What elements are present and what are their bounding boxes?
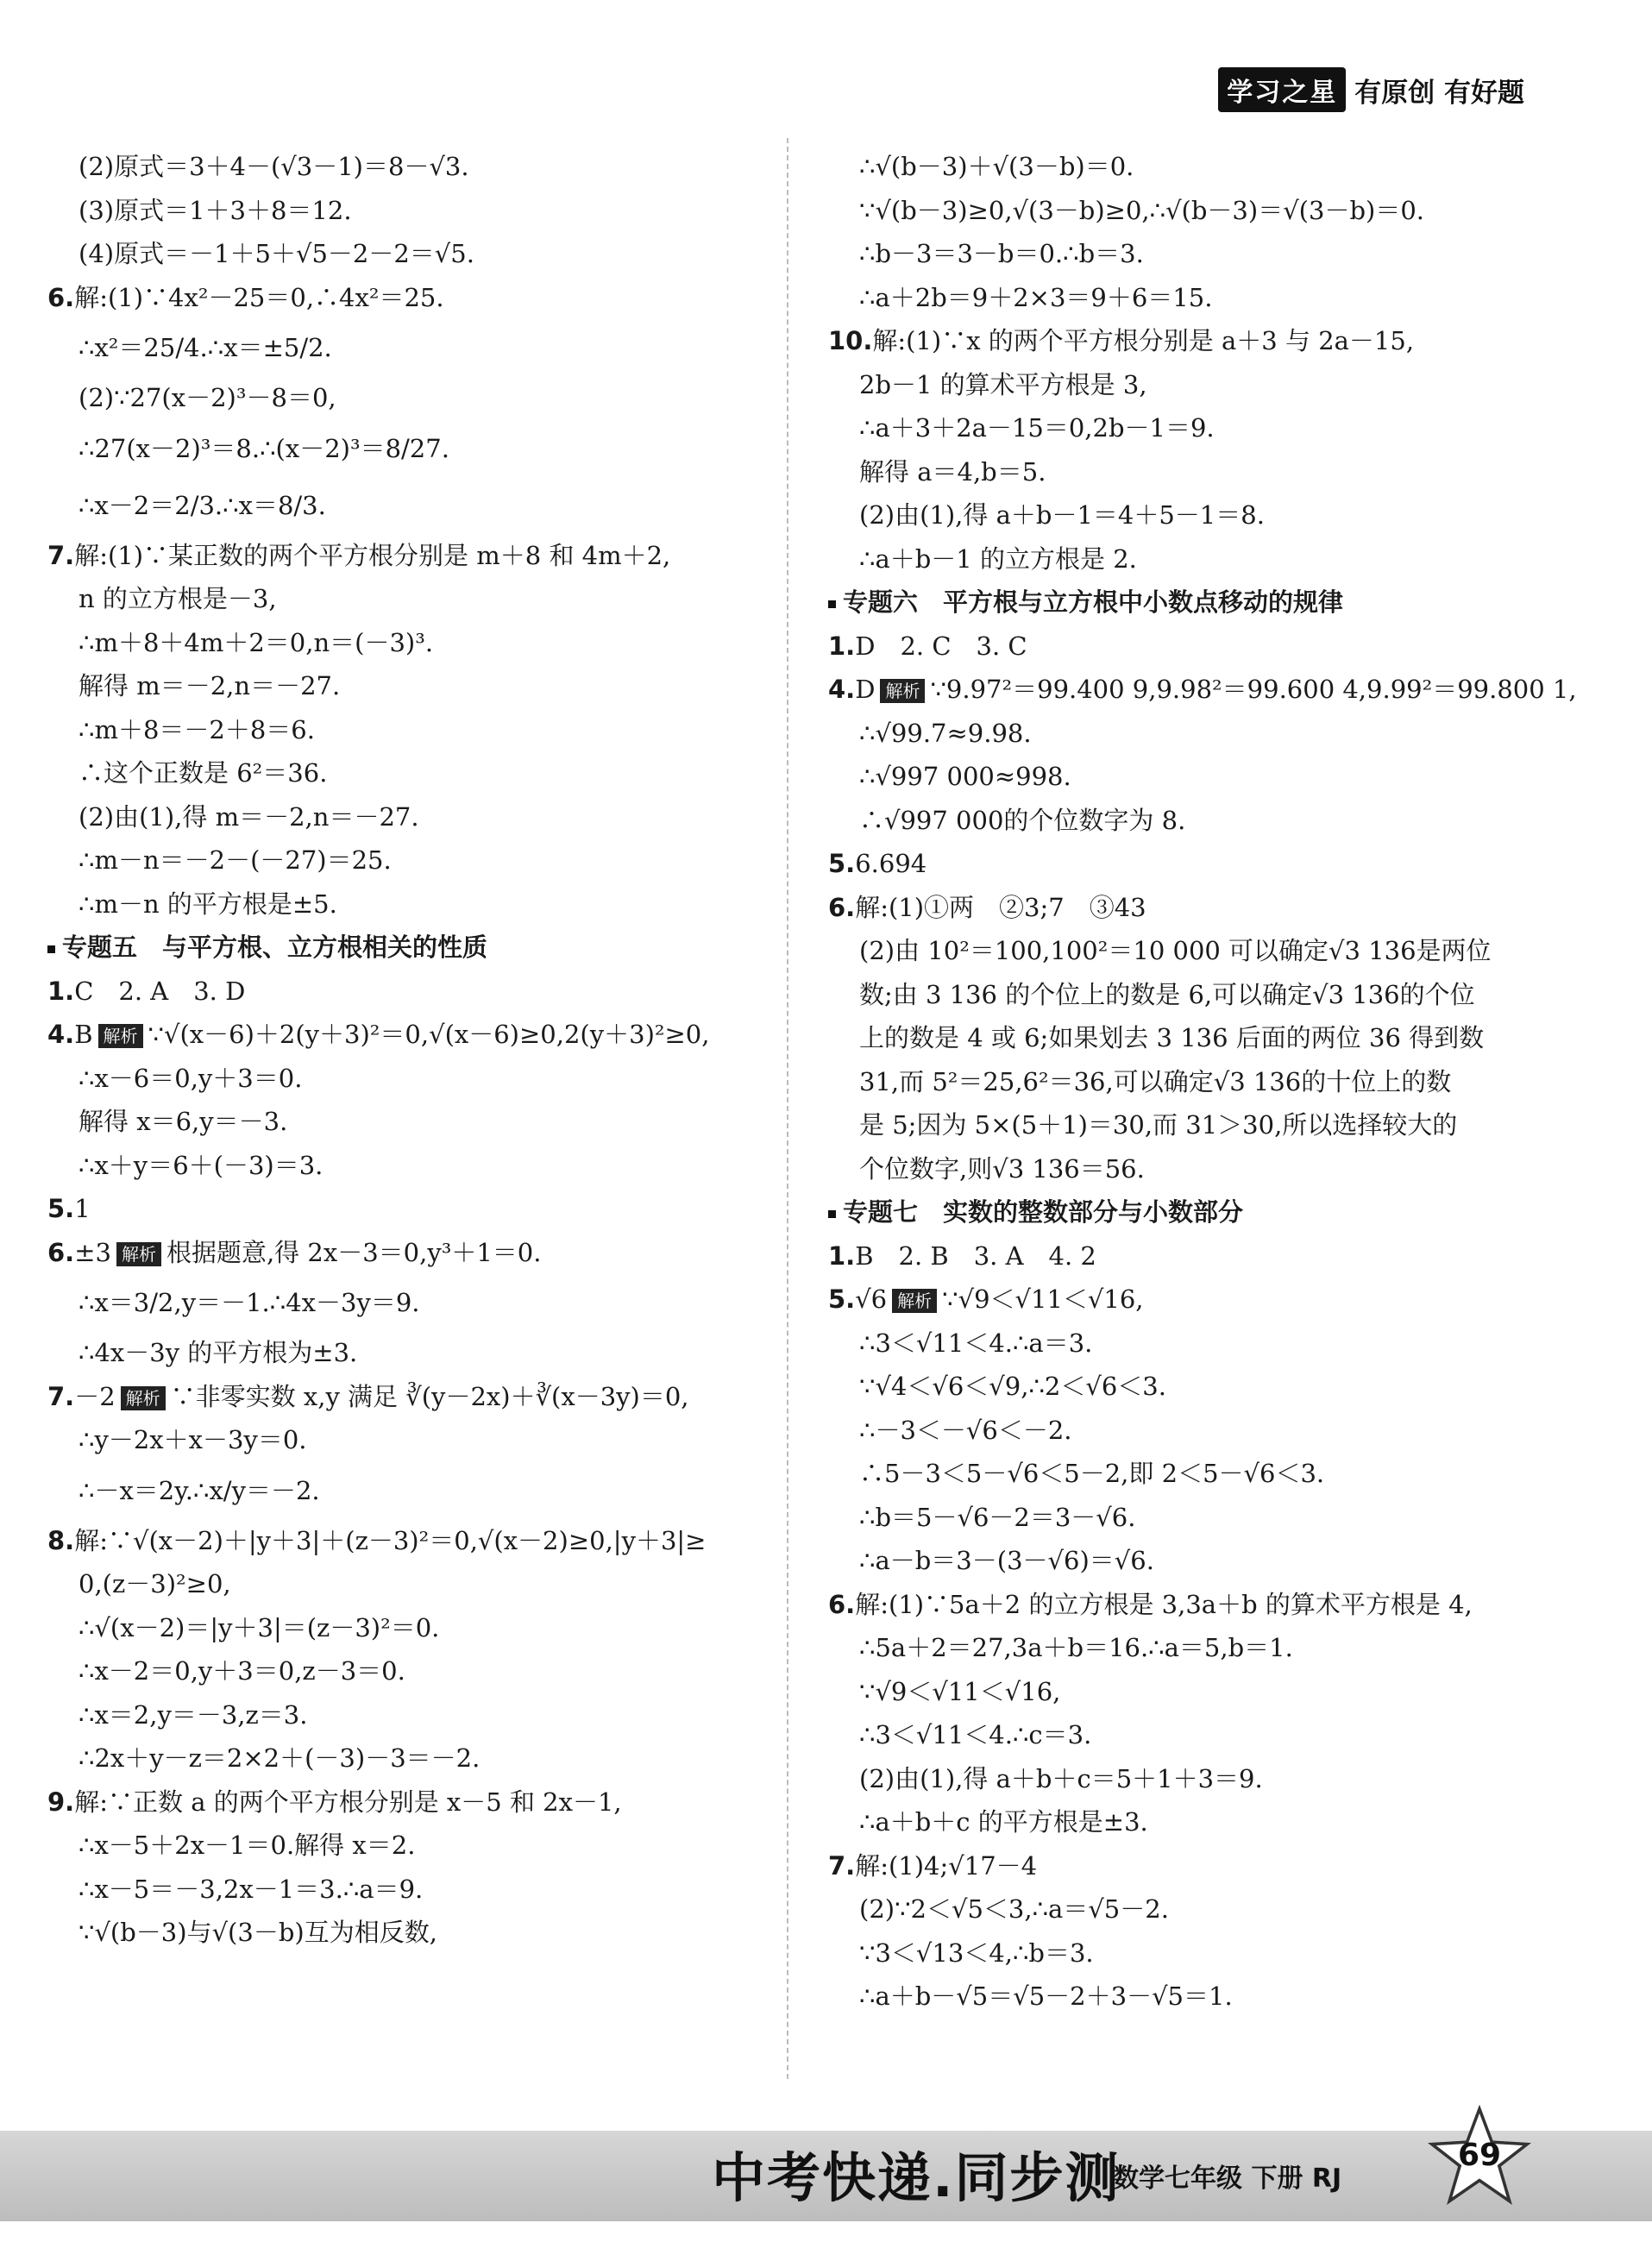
answer-line: [828, 1670, 1553, 1714]
answer-text: 上的数是 4 或 6;如果划去 3 136 后面的两位 36 得到数: [859, 1023, 1485, 1052]
answer-text: 0,(z－3)²≥0,: [79, 1569, 231, 1598]
answer-line: [47, 1693, 772, 1737]
answer-text: 解:(1)∵4x²－25＝0,∴4x²＝25.: [74, 282, 444, 312]
answer-line: [828, 1757, 1553, 1801]
answer-line: [47, 1911, 772, 1955]
answer-text: ∴x－2＝2/3.∴x＝8/3.: [79, 490, 326, 520]
answer-text: ∴√99.7≈9.98.: [859, 718, 1032, 748]
answer-text: ∴4x－3y 的平方根为±3.: [79, 1338, 358, 1367]
answer-text: ∴b－3＝3－b＝0.∴b＝3.: [859, 239, 1144, 268]
answer-line: [828, 1234, 1553, 1278]
analysis-text: 根据题意,得 2x－3＝0,y³＋1＝0.: [166, 1237, 542, 1267]
answer-text: 解:(1)∵某正数的两个平方根分别是 m＋8 和 4m＋2,: [74, 540, 671, 570]
answer-text: 解:(1)∵5a＋2 的立方根是 3,3a＋b 的算术平方根是 4,: [855, 1589, 1473, 1619]
answer-line: [47, 1649, 772, 1693]
answer-text: 个位数字,则√3 136＝56.: [859, 1153, 1145, 1184]
answer-text: ∴x＝3/2,y＝－1.∴4x－3y＝9.: [79, 1288, 420, 1317]
analysis-badge: 解析: [98, 1024, 143, 1048]
answer-text: ∴a－b＝3－(3－√6)＝√6.: [859, 1546, 1154, 1575]
answer-text: ∴2x＋y－z＝2×2＋(－3)－3＝－2.: [79, 1743, 481, 1773]
answer-text: 6.694: [855, 849, 927, 878]
answer-line: [47, 1144, 772, 1188]
answer-text: ∴x＝2,y＝－3,z＝3.: [79, 1699, 308, 1730]
answer-line: [828, 1278, 1553, 1322]
answer-line: [47, 1780, 772, 1824]
answer-text: ∴27(x－2)³＝8.∴(x－2)³＝8/27.: [79, 433, 449, 463]
answer-text: ∴b＝5－√6－2＝3－√6.: [859, 1502, 1136, 1532]
answer-text: 31,而 5²＝25,6²＝36,可以确定√3 136的十位上的数: [859, 1066, 1452, 1096]
answer-line: [47, 319, 772, 376]
answer-text: ∴x－5＋2x－1＝0.解得 x＝2.: [79, 1831, 416, 1860]
analysis-text: ∵√(x－6)＋2(y＋3)²＝0,√(x－6)≥0,2(y＋3)²≥0,: [148, 1020, 710, 1049]
section-heading: 专题六 平方根与立方根中小数点移动的规律: [828, 581, 1553, 625]
answer-line: [47, 838, 772, 882]
answer-line: [828, 1626, 1553, 1670]
answer-text: (4)原式＝－1＋5＋√5－2－2＝√5.: [79, 239, 474, 268]
answer-text: 解:(1)①两 ②3;7 ③43: [855, 892, 1146, 922]
answer-line: [828, 537, 1553, 581]
answer-text: ∴m＋8＋4m＋2＝0,n＝(－3)³.: [79, 627, 434, 657]
question-number: 9.: [47, 1787, 75, 1817]
answer-text: (2)∵27(x－2)³－8＝0,: [79, 383, 336, 412]
question-number: 8.: [47, 1525, 75, 1555]
answer-line: [828, 406, 1553, 450]
answer-line: [47, 708, 772, 752]
answer-line: [828, 232, 1553, 276]
question-number: 6.: [828, 1589, 856, 1619]
answer-text: ∴√(b－3)＋√(3－b)＝0.: [859, 152, 1134, 181]
analysis-text: ∵√9＜√11＜√16,: [942, 1284, 1144, 1314]
answer-line: [828, 1365, 1553, 1409]
answer-text: B 2. B 3. A 4. 2: [855, 1240, 1096, 1271]
question-number: 4.: [47, 1020, 75, 1049]
question-number: 1.: [47, 976, 75, 1006]
question-number: 7.: [828, 1850, 856, 1881]
answer-text: ∴y－2x＋x－3y＝0.: [79, 1425, 307, 1454]
answer-text: ∴m－n＝－2－(－27)＝25.: [79, 845, 392, 875]
answer-line: [828, 1103, 1553, 1147]
answer-text: ∵3＜√13＜4,∴b＝3.: [859, 1937, 1094, 1968]
answer-text: ∴a＋b－√5＝√5－2＋3－√5＝1.: [859, 1981, 1233, 2011]
answer-text: 1: [74, 1194, 91, 1223]
answer-line: [828, 1322, 1553, 1366]
answer-text: (2)∵2＜√5＜3,∴a＝√5－2.: [859, 1894, 1169, 1924]
answer-text: ∴a＋b－1 的立方根是 2.: [859, 543, 1137, 574]
answer-text: 解:(1)4;√17－4: [855, 1850, 1038, 1881]
analysis-badge: 解析: [121, 1386, 166, 1410]
answer-line: [47, 232, 772, 276]
answer-text: 解:∵正数 a 的两个平方根分别是 x－5 和 2x－1,: [74, 1787, 622, 1817]
answer-line: [47, 1231, 772, 1275]
answer-text: (2)由 10²＝100,100²＝10 000 可以确定√3 136是两位: [859, 936, 1492, 965]
answer-text: ∵√9＜√11＜√16,: [859, 1676, 1061, 1706]
answer-text: (3)原式＝1＋3＋8＝12.: [79, 195, 352, 225]
answer-line: [828, 319, 1553, 363]
answer-text: 解得 m＝－2,n＝－27.: [79, 671, 341, 700]
answer-line: [828, 145, 1553, 189]
answer-line: [47, 1418, 772, 1462]
question-number: 1.: [828, 631, 856, 661]
answer-line: [47, 1736, 772, 1780]
answer-line: [47, 1100, 772, 1144]
answer-text: (2)原式＝3＋4－(√3－1)＝8－√3.: [79, 152, 469, 181]
answer-line: [47, 1331, 772, 1375]
answer-text: ∴m＋8＝－2＋8＝6.: [79, 714, 315, 744]
question-number: 7.: [47, 540, 75, 570]
answer-line: [47, 534, 772, 578]
answer-line: [47, 1375, 772, 1419]
analysis-text: ∵非零实数 x,y 满足 ∛(y－2x)＋∛(x－3y)＝0,: [170, 1381, 689, 1411]
question-number: 5.: [828, 849, 856, 878]
answer-line: [47, 376, 772, 420]
answer-line: [47, 664, 772, 708]
answer-line: [828, 1713, 1553, 1757]
question-number: 10.: [828, 326, 873, 355]
answer-text: n 的立方根是－3,: [79, 584, 277, 613]
header: [1218, 67, 1524, 112]
answer-line: [828, 1539, 1553, 1583]
answer-text: √6: [855, 1284, 888, 1314]
answer-text: ∴5－3＜5－√6＜5－2,即 2＜5－√6＜3.: [859, 1459, 1325, 1488]
answer-line: [828, 799, 1553, 843]
question-number: 6.: [828, 892, 856, 922]
question-number: 4.: [828, 675, 856, 704]
answer-text: ±3: [74, 1237, 111, 1267]
answer-text: ∴√(x－2)＝|y＋3|＝(z－3)²＝0.: [79, 1612, 440, 1642]
question-number: 7.: [47, 1381, 75, 1411]
answer-text: D 2. C 3. C: [855, 631, 1027, 661]
answer-line: [828, 1016, 1553, 1060]
answer-line: [47, 276, 772, 320]
answer-text: ∴－3＜－√6＜－2.: [859, 1415, 1072, 1445]
answer-text: ∴5a＋2＝27,3a＋b＝16.∴a＝5,b＝1.: [859, 1633, 1293, 1662]
answer-text: 解得 x＝6,y＝－3.: [79, 1107, 288, 1136]
answer-text: ∴3＜√11＜4.∴c＝3.: [859, 1720, 1092, 1749]
answer-line: [828, 1060, 1553, 1104]
answer-text: (2)由(1),得 a＋b－1＝4＋5－1＝8.: [859, 500, 1265, 530]
answer-line: [828, 1147, 1553, 1191]
left-column: [47, 145, 772, 1955]
question-number: 5.: [47, 1194, 75, 1223]
answer-text: －2: [74, 1381, 116, 1411]
answer-line: [47, 577, 772, 621]
answer-line: [47, 189, 772, 233]
answer-text: 解:∵√(x－2)＋|y＋3|＋(z－3)²＝0,√(x－2)≥0,|y＋3|≥: [74, 1525, 707, 1555]
answer-text: C 2. A 3. D: [74, 976, 246, 1006]
question-number: 1.: [828, 1240, 856, 1271]
answer-line: [828, 842, 1553, 886]
answer-line: [828, 1931, 1553, 1975]
analysis-badge: 解析: [880, 679, 925, 703]
answer-text: D: [855, 675, 876, 704]
answer-text: B: [74, 1020, 93, 1049]
answer-text: ∴x－5＝－3,2x－1＝3.∴a＝9.: [79, 1874, 424, 1904]
answer-line: [47, 621, 772, 665]
answer-line: [828, 1496, 1553, 1540]
answer-text: ∴a＋3＋2a－15＝0,2b－1＝9.: [859, 413, 1215, 443]
answer-line: [828, 493, 1553, 537]
answer-line: [828, 1800, 1553, 1844]
answer-text: ∴这个正数是 6²＝36.: [79, 758, 328, 788]
answer-line: [828, 276, 1553, 320]
answer-line: [828, 668, 1577, 712]
answer-line: [828, 973, 1553, 1017]
section-heading: 专题七 实数的整数部分与小数部分: [828, 1190, 1553, 1234]
answer-text: ∵√(b－3)≥0,√(3－b)≥0,∴√(b－3)＝√(3－b)＝0.: [859, 195, 1424, 225]
answer-line: [828, 1844, 1553, 1888]
column-divider: [787, 138, 788, 2079]
answer-line: [47, 1274, 772, 1331]
answer-text: 2b－1 的算术平方根是 3,: [859, 369, 1147, 399]
question-number: 5.: [828, 1284, 856, 1314]
analysis-badge: 解析: [116, 1242, 161, 1266]
analysis-badge: 解析: [892, 1289, 937, 1313]
answer-text: 是 5;因为 5×(5＋1)＝30,而 31＞30,所以选择较大的: [859, 1110, 1458, 1140]
answer-line: [828, 1583, 1553, 1627]
answer-text: ∴x－6＝0,y＋3＝0.: [79, 1063, 303, 1093]
answer-text: ∴x²＝25/4.∴x＝±5/2.: [79, 333, 332, 362]
answer-text: 解:(1)∵x 的两个平方根分别是 a＋3 与 2a－15,: [872, 326, 1415, 355]
answer-line: [47, 477, 772, 534]
answer-line: [47, 1562, 772, 1606]
answer-line: [828, 755, 1553, 799]
answer-line: [828, 1409, 1553, 1453]
answer-line: [47, 1606, 772, 1650]
answer-text: ∵√4＜√6＜√9,∴2＜√6＜3.: [859, 1372, 1166, 1401]
answer-line: [47, 1462, 772, 1519]
answer-text: ∴x－2＝0,y＋3＝0,z－3＝0.: [79, 1656, 405, 1686]
answer-text: ∴－x＝2y.∴x/y＝－2.: [79, 1475, 320, 1505]
answer-line: [47, 1868, 772, 1912]
answer-line: [828, 625, 1553, 669]
answer-text: ∴m－n 的平方根是±5.: [79, 889, 337, 919]
answer-text: 数;由 3 136 的个位上的数是 6,可以确定√3 136的个位: [859, 979, 1475, 1009]
answer-line: [828, 450, 1553, 494]
answer-text: ∴√997 000的个位数字为 8.: [859, 805, 1186, 835]
answer-line: [828, 712, 1553, 756]
answer-line: [47, 145, 772, 189]
answer-line: [828, 929, 1553, 973]
answer-text: ∴a＋b＋c 的平方根是±3.: [859, 1807, 1148, 1837]
answer-line: [828, 363, 1553, 407]
answer-line: [47, 1057, 772, 1101]
page-number: 69: [1457, 2138, 1502, 2173]
answer-text: ∴x＋y＝6＋(－3)＝3.: [79, 1150, 323, 1180]
answer-line: [828, 1887, 1553, 1931]
question-number: 6.: [47, 282, 75, 312]
footer-title: 中考快递.同步测: [712, 2146, 1121, 2209]
answer-text: ∴3＜√11＜4.∴a＝3.: [859, 1328, 1093, 1358]
answer-line: [47, 1187, 772, 1231]
answer-line: [47, 970, 772, 1014]
answer-text: ∴√997 000≈998.: [859, 762, 1071, 791]
answer-line: [47, 420, 772, 477]
answer-line: [828, 886, 1553, 930]
right-column: [828, 145, 1577, 2019]
answer-line: [47, 882, 772, 926]
answer-line: [47, 795, 772, 839]
answer-line: [47, 1824, 772, 1868]
analysis-text: ∵9.97²＝99.400 9,9.98²＝99.600 4,9.99²＝99.800 1,: [930, 675, 1577, 704]
answer-line: [828, 189, 1553, 233]
brand-logo: 学习之星: [1218, 67, 1346, 112]
footer-subtitle: 数学七年级 下册 RJ: [1113, 2163, 1342, 2194]
brand-slogan: 有原创 有好题: [1354, 77, 1524, 109]
answer-text: ∵√(b－3)与√(3－b)互为相反数,: [79, 1918, 437, 1947]
answer-line: [47, 1013, 772, 1057]
question-number: 6.: [47, 1237, 75, 1267]
section-heading: 专题五 与平方根、立方根相关的性质: [47, 926, 772, 970]
answer-line: [828, 1975, 1553, 2019]
answer-line: [828, 1452, 1553, 1496]
answer-line: [47, 1519, 772, 1563]
answer-text: 解得 a＝4,b＝5.: [859, 456, 1046, 487]
answer-text: ∴a＋2b＝9＋2×3＝9＋6＝15.: [859, 282, 1213, 312]
answer-text: (2)由(1),得 m＝－2,n＝－27.: [79, 801, 419, 832]
answer-line: [47, 751, 772, 795]
answer-text: (2)由(1),得 a＋b＋c＝5＋1＋3＝9.: [859, 1763, 1263, 1793]
